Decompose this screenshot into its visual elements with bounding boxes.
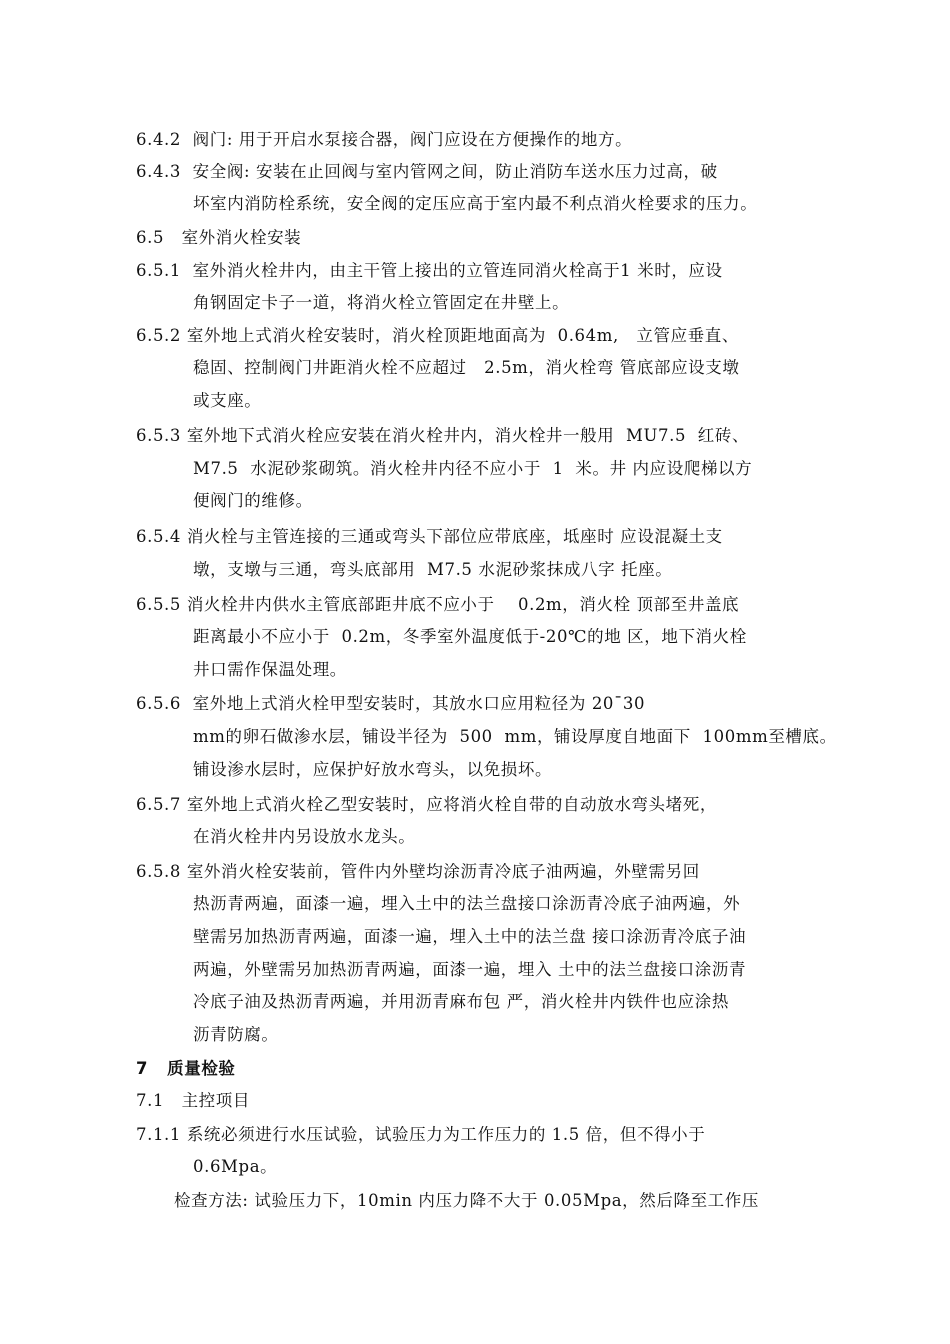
clause-6-5-4-cont: 墩，支墩与三通，弯头底部用 M7.5 水泥砂浆抹成八字 托座。 <box>193 560 673 579</box>
clause-6-5-6: 6.5.6 室外地上式消火栓甲型安装时，其放水口应用粒径为 20¯30 <box>136 694 646 713</box>
clause-6-5-1: 6.5.1 室外消火栓井内，由主干管上接出的立管连同消火栓高于1 米时，应设 <box>136 261 723 280</box>
clause-6-5-5-cont-1: 距离最小不应小于 0.2m，冬季室外温度低于-20℃的地 区，地下消火栓 <box>193 627 747 646</box>
chapter-7-heading: 7 质量检验 <box>136 1059 236 1078</box>
clause-7-1-1-cont: 0.6Mpa。 <box>193 1157 278 1176</box>
clause-6-5-8-cont-1: 热沥青两遍，面漆一遍，埋入土中的法兰盘接口涂沥青冷底子油两遍，外 <box>193 894 741 913</box>
clause-6-4-3: 6.4.3 安全阀: 安装在止回阀与室内管网之间，防止消防车送水压力过高，破 <box>136 162 718 181</box>
clause-6-5-7: 6.5.7 室外地上式消火栓乙型安装时，应将消火栓自带的自动放水弯头堵死， <box>136 795 717 814</box>
clause-6-5-6-cont-1: mm的卵石做渗水层，铺设半径为 500 mm，铺设厚度自地面下 100mm至槽底。 <box>193 727 837 746</box>
clause-6-4-3-cont: 坏室内消防栓系统，安全阀的定压应高于室内最不利点消火栓要求的压力。 <box>193 194 758 213</box>
clause-6-5-8-cont-3: 两遍，外壁需另加热沥青两遍，面漆一遍，埋入 土中的法兰盘接口涂沥青 <box>193 960 747 979</box>
section-6-5-heading: 6.5 室外消火栓安装 <box>136 228 302 247</box>
clause-6-5-5-cont-2: 井口需作保温处理。 <box>193 660 347 679</box>
section-7-1-heading: 7.1 主控项目 <box>136 1091 250 1110</box>
clause-6-5-3-cont-2: 便阀门的维修。 <box>193 491 313 510</box>
clause-6-5-2-cont-2: 或支座。 <box>193 391 262 410</box>
clause-6-4-2: 6.4.2 阀门: 用于开启水泵接合器，阀门应设在方便操作的地方。 <box>136 130 633 149</box>
clause-6-5-3-cont-1: M7.5 水泥砂浆砌筑。消火栓井内径不应小于 1 米。井 内应设爬梯以方 <box>193 459 753 478</box>
clause-6-5-8-cont-2: 壁需另加热沥青两遍，面漆一遍，埋入土中的法兰盘 接口涂沥青冷底子油 <box>193 927 747 946</box>
clause-6-5-2: 6.5.2 室外地上式消火栓安装时，消火栓顶距地面高为 0.64m, 立管应垂直、 <box>136 326 739 345</box>
clause-6-5-3: 6.5.3 室外地下式消火栓应安装在消火栓井内，消火栓井一般用 MU7.5 红砖、 <box>136 426 750 445</box>
clause-6-5-8: 6.5.8 室外消火栓安装前，管件内外壁均涂沥青冷底子油两遍，外壁需另回 <box>136 862 700 881</box>
clause-6-5-5: 6.5.5 消火栓井内供水主管底部距井底不应小于 0.2m，消火栓 顶部至井盖底 <box>136 595 740 614</box>
clause-6-5-7-cont: 在消火栓井内另设放水龙头。 <box>193 827 416 846</box>
clause-6-5-4: 6.5.4 消火栓与主管连接的三通或弯头下部位应带底座，坻座时 应设混凝土支 <box>136 527 723 546</box>
clause-6-5-8-cont-5: 沥青防腐。 <box>193 1025 279 1044</box>
clause-6-5-8-cont-4: 冷底子油及热沥青两遍，并用沥青麻布包 严，消火栓井内铁件也应涂热 <box>193 992 729 1011</box>
clause-6-5-6-cont-2: 铺设渗水层时，应保护好放水弯头，以免损坏。 <box>193 760 553 779</box>
inspection-method: 检查方法: 试验压力下，10min 内压力降不大于 0.05Mpa，然后降至工作压 <box>174 1191 759 1210</box>
clause-6-5-1-cont: 角钢固定卡子一道，将消火栓立管固定在井壁上。 <box>193 293 570 312</box>
clause-6-5-2-cont-1: 稳固、控制阀门井距消火栓不应超过 2.5m，消火栓弯 管底部应设支墩 <box>193 358 740 377</box>
clause-7-1-1: 7.1.1 系统必须进行水压试验，试验压力为工作压力的 1.5 倍，但不得小于 <box>136 1125 706 1144</box>
